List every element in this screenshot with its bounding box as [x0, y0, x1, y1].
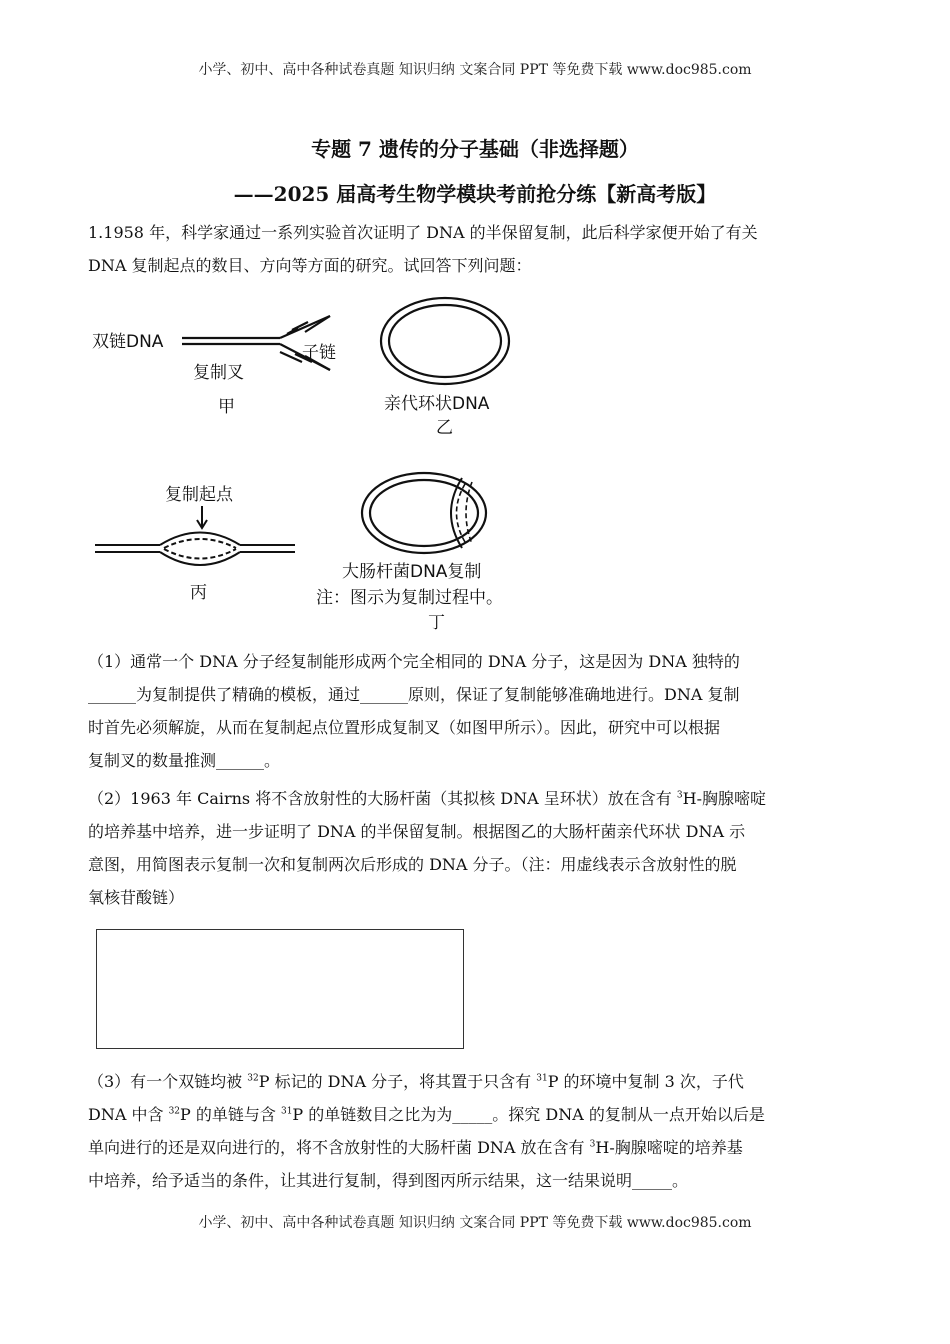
outer-strand-circle — [362, 473, 486, 553]
text-line: 1.1958 年，科学家通过一系列实验首次证明了 DNA 的半保留复制，此后科学家便开始了有关 — [88, 223, 758, 242]
page-subtitle: ——2025 届高考生物学模块考前抢分练【新高考版】 — [233, 182, 717, 206]
inner-strand-circle — [370, 480, 478, 546]
question-1-intro — [88, 216, 866, 282]
label-daughter-strand: 子链 — [302, 343, 336, 363]
page-header: 小学、初中、高中各种试卷真题 知识归纳 文案合同 PPT 等免费下载 www.doc985.com — [198, 62, 752, 78]
replication-bubble-diagram — [95, 506, 295, 565]
answer-box[interactable] — [96, 929, 464, 1049]
caption-yi: 乙 — [436, 418, 453, 438]
outer-strand-circle — [381, 298, 509, 384]
figure-yi — [370, 296, 530, 442]
text-line: （2）1963 年 Cairns 将不含放射性的大肠杆菌（其拟核 DNA 呈环状）放在含有 $^3$H-胸腺嘧啶 — [88, 789, 766, 808]
text-line: DNA 复制起点的数目、方向等方面的研究。试回答下列问题： — [88, 256, 532, 275]
text-line: 的培养基中培养，进一步证明了 DNA 的半保留复制。根据图乙的大肠杆菌亲代环状 DNA 示 — [88, 822, 746, 841]
label-parental-circular-dna: 亲代环状DNA — [384, 394, 490, 414]
question-1-part-3 — [88, 1065, 866, 1197]
caption-jia: 甲 — [218, 397, 235, 417]
text-line: （1）通常一个 DNA 分子经复制能形成两个完全相同的 DNA 分子，这是因为 DNA 独特的 — [88, 652, 740, 671]
text-line: 氧核苷酸链） — [88, 888, 185, 907]
label-replication-fork: 复制叉 — [193, 363, 244, 383]
text-line: ______为复制提供了精确的模板，通过______原则，保证了复制能够准确地进行。DNA 复制 — [88, 685, 740, 704]
question-1-part-2 — [88, 782, 866, 914]
question-1-part-1 — [88, 645, 866, 777]
page-title: 专题 7 遗传的分子基础（非选择题） — [311, 137, 639, 161]
text-line: 意图，用简图表示复制一次和复制两次后形成的 DNA 分子。（注：用虚线表示含放射性的脱 — [88, 855, 737, 874]
label-double-strand-dna: 双链DNA — [92, 332, 164, 352]
new-strand-dashed-arc — [457, 484, 466, 542]
figure-ding — [312, 468, 552, 636]
figure-bing — [90, 478, 310, 608]
caption-ding: 丁 — [428, 613, 445, 633]
label-ecoli-dna-replication: 大肠杆菌DNA复制 — [342, 562, 482, 582]
new-strand-dashed-arc — [466, 482, 472, 544]
page-footer: 小学、初中、高中各种试卷真题 知识归纳 文案合同 PPT 等免费下载 www.doc985.com — [198, 1215, 752, 1231]
text-line: 复制叉的数量推测______。 — [88, 751, 281, 770]
figure-jia — [90, 300, 360, 430]
figure-note: 注：图示为复制过程中。 — [316, 588, 503, 608]
text-line: （3）有一个双链均被 $^{32}$P 标记的 DNA 分子，将其置于只含有 $^{31}$P 的环境中复制 3 次，子代 — [88, 1072, 744, 1091]
inner-strand-circle — [389, 305, 501, 377]
text-line: DNA 中含 $^{32}$P 的单链与含 $^{31}$P 的单链数目之比为为_____。探究 DNA 的复制从一点开始以后是 — [88, 1105, 765, 1124]
text-line: 中培养，给予适当的条件，让其进行复制，得到图丙所示结果，这一结果说明_____。 — [88, 1171, 689, 1190]
label-replication-origin: 复制起点 — [165, 485, 233, 505]
text-line: 单向进行的还是双向进行的，将不含放射性的大肠杆菌 DNA 放在含有 $^3$H-胸腺嘧啶的培养基 — [88, 1138, 743, 1157]
text-line: 时首先必须解旋，从而在复制起点位置形成复制叉（如图甲所示）。因此，研究中可以根据 — [88, 718, 721, 737]
caption-bing: 丙 — [190, 583, 207, 603]
